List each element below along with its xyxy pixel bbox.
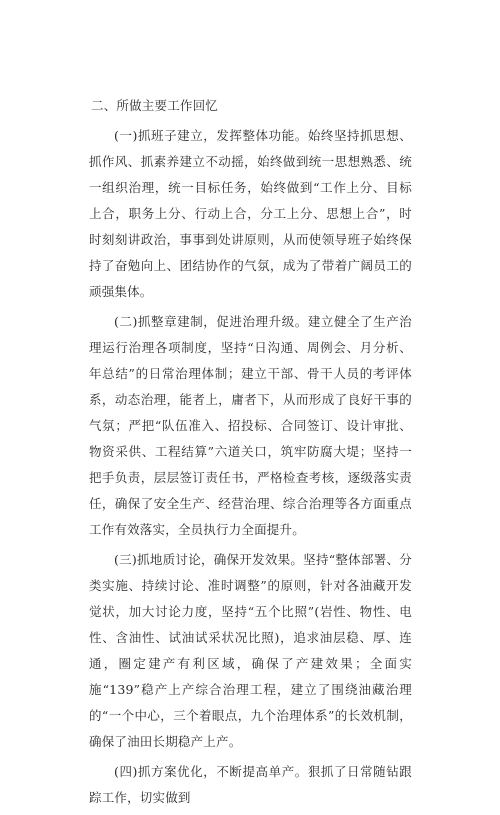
paragraph-rules-system: (二)抓整章建制，促进治理升级。建立健全了生产治理运行治理各项制度，坚持“日沟通、周例会、月分析、年总结”的日常治理体制；建立干部、骨干人员的考评体系，动态治理，能者上，庸者下，从而形成了良好干事的气氛；严把“队伍准入、招投标、合同签订、设计审批、物资采供、工程结算”六道关口，筑牢防腐大堤；坚持一把手负责，层层签订责任书，严格检查考核，逐级落实责任，确保了安全生产、经营治理、综合治理等各方面重点工作有效落实，全员执行力全面提升。: [89, 314, 412, 537]
paragraph-plan-optimization: (四)抓方案优化，不断提高单产。狠抓了日常随钻跟踪工作，切实做到: [89, 764, 412, 805]
document-body: [89, 93, 412, 815]
paragraph-team-building: (一)抓班子建立，发挥整体功能。始终坚持抓思想、抓作风、抓素养建立不动摇，始终做到统一思想熟悉、统一组织治理，统一目标任务，始终做到“工作上分、目标上合，职务上分、行动上合，分工上分、思想上合”，时时刻刻讲政治，事事到处讲原则，从而使领导班子始终保持了奋勉向上、团结协作的气氛，成为了带着广阔员工的顽强集体。: [89, 128, 412, 299]
paragraph-geology-research: (三)抓地质讨论，确保开发效果。坚持“整体部署、分类实施、持续讨论、准时调整”的原则，针对各油藏开发觉状，加大讨论力度，坚持“五个比照”(岩性、物性、电性、含油性、试油试采状况比照)，追求油层稳、厚、连通，圈定建产有利区域，确保了产建效果；全面实施“139”稳产上产综合治理工程，建立了围绕油藏治理的“一个中心，三个着眼点，九个治理体系”的长效机制，确保了油田长期稳产上产。: [89, 552, 412, 749]
section-heading: 二、所做主要工作回忆: [91, 98, 219, 113]
